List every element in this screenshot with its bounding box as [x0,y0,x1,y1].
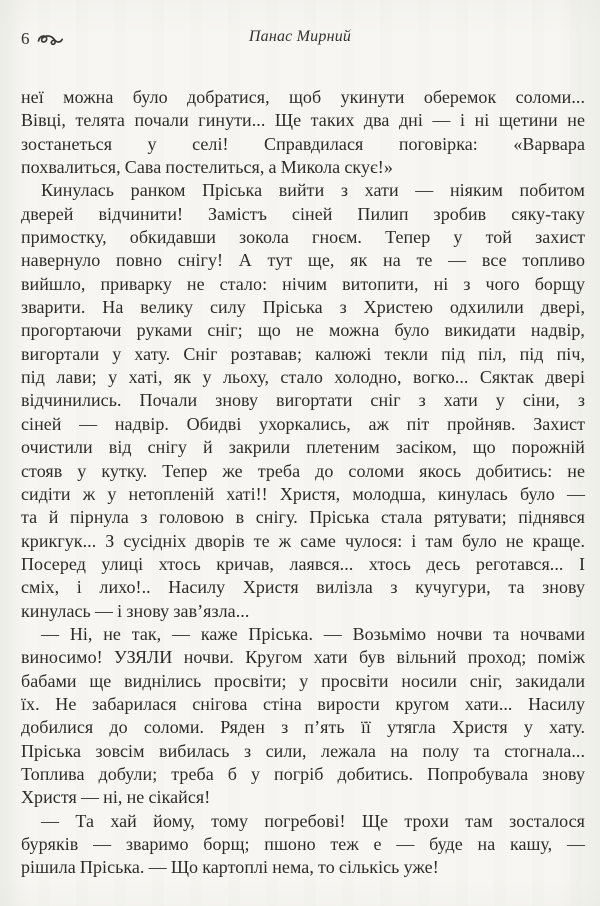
text-line: похвалиться, Сава постелиться, а Микола скує!» [21,157,393,178]
text-line: сміх, і лихо!.. Насилу Христя вилізла з кучугури, та знову [21,577,585,598]
text-line: вийшло, приварку не стало: нічим витопити, ні з чого борщу [21,273,585,294]
text-line: виносимо! УЗЯЛИ ночви. Кругом хати був вільний проход; поміж [21,647,585,668]
text-line: добилися до соломи. Ряден з п’ять її утягла Христя у хату. [21,717,585,738]
paragraph [21,86,585,179]
text-line: Христя — ні, не сікайся! [21,787,211,808]
flourish-ornament-icon [37,32,64,47]
text-line: вигортали у хату. Сніг розтавав; калюжі текли під піл, під піч, [21,343,585,364]
text-line: та й пірнула з головою в снігу. Пріська стала рятувати; піднявся [21,507,585,528]
text-line: прогортаючи руками сніг; що не можна було викидати надвір, [21,320,585,341]
text-line: відчинились. Почали знову вигортати сніг з хати у сіни, з [21,390,585,411]
text-line: кинулась — і знову зав’язла... [21,600,250,621]
paragraph [21,623,585,810]
paragraph [21,810,585,880]
text-line: примостку, обкидавши зокола гноєм. Тепер у той захист [21,227,585,248]
text-line: зварити. На велику силу Пріська з Христею одхилили двері, [21,297,585,318]
page-header [0,28,600,52]
paragraph [21,179,585,623]
text-line: буряків — зваримо борщ; пшоно теж е — буде на кашу, — [21,834,585,854]
text-line: — Та хай йому, тому погребові! Ще трохи там зосталося [41,810,585,831]
text-line: Посеред улиці хтось кричав, лаявся... хтось десь реготався... І [21,553,585,574]
text-line: очистили від снігу й закрили плетеним засіком, що порожній [21,437,585,458]
text-line: бабами ще виднілись просвіти; у просвіти носили сніг, закидали [21,670,585,691]
running-head-author: Панас Мирний [248,28,352,45]
text-line: їх. Не забарилася снігова стіна вирости кругом хати... Насилу [21,693,585,714]
page-number: 6 [21,29,30,48]
text-line: — Ні, не так, — каже Пріська. — Возьмімо ночви та ночвами [41,623,585,644]
text-line: зостанеться у селі! Справдилася поговірка: «Варвара [21,133,585,154]
text-line: сидіти ж у нетопленій хаті!! Христя, молодша, кинулась було — [21,483,585,504]
body-text [21,86,585,880]
text-line: Топлива добули; треба б у погріб добитись. Попробувала знову [21,763,585,784]
text-line: стояв у кутку. Тепер же треба до соломи якось добитись: не [21,460,585,481]
text-line: навернуло повно снігу! А тут ще, як на те — все топливо [21,250,585,271]
text-line: Кинулась ранком Пріська вийти з хати — ніяким побитом [41,180,585,201]
text-line: рішила Пріська. — Що картоплі нема, то сількісь уже! [21,857,439,878]
text-line: сіней — надвір. Обидві ухоркались, аж піт пройняв. Захист [21,413,585,434]
text-line: крикгук... З сусідніх дворів те ж саме чулося: і там було не краще. [21,530,585,551]
text-line: під лави; у хаті, як у льоху, стало холодно, вогко... Сяктак двері [21,367,585,388]
text-line: дверей відчинити! Замістъ сіней Пилип зробив сяку-таку [21,203,585,224]
text-line: неї можна було добратися, щоб укинути оберемок соломи... [21,87,585,107]
text-line: Пріська зовсім вибилась з сили, лежала на полу та стогнала... [21,740,585,761]
folio-group [21,29,64,49]
text-line: Вівці, телята почали гинути... Ще таких два дні — і ні щетини не [21,110,585,131]
